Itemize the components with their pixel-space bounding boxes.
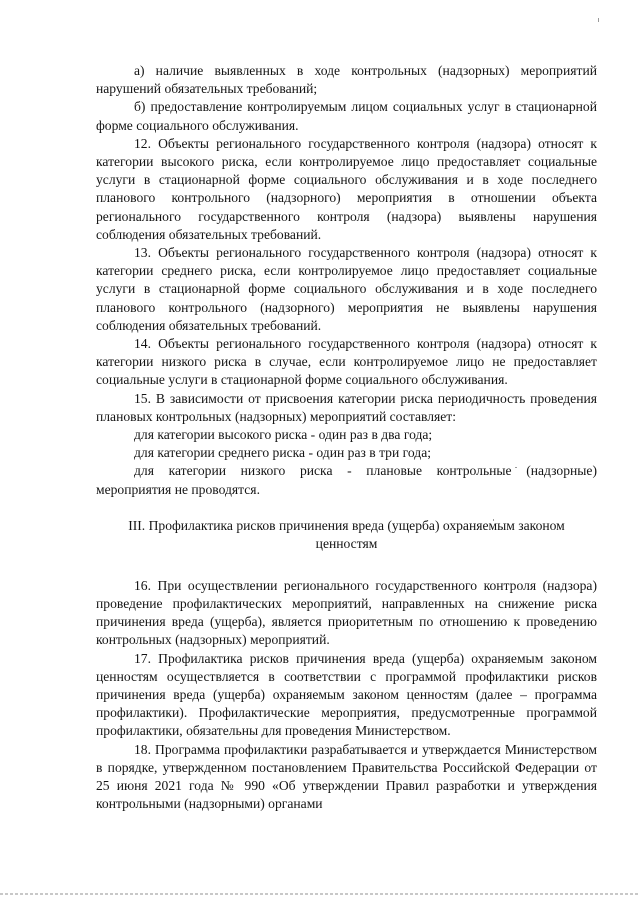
scan-speck-top-right (598, 18, 599, 22)
section-title: III. Профилактика рисков причинения вреда (ущерба) охраняемым законом ценностям (128, 517, 565, 552)
document-body (96, 62, 597, 813)
paragraph-11a: а) наличие выявленных в ходе контрольных (надзорных) мероприятий нарушений обязательных требований; (96, 63, 597, 97)
paragraph-14: 14. Объекты регионального государственного контроля (надзора) относят к категории низкого риска в случае, если контролируемое лицо не предоставляет социальные услуги в стационарной форме социального обслуживания. (96, 336, 597, 388)
paragraph-12: 12. Объекты регионального государственного контроля (надзора) относят к категории высокого риска, если контролируемое лицо предоставляет социальные услуги в стационарной форме социального обслуживания и в ходе последнего планового контрольного (надзорного) мероприятия в отношении объекта регионального государственного контроля (надзора) выявлены нарушения соблюдения обязательных требований. (96, 135, 597, 242)
paragraph-15-medium-risk: для категории среднего риска - один раз в три года; (134, 445, 432, 461)
paragraph-18: 18. Программа профилактики разрабатывается и утверждается Министерством в порядке, утвержденном постановлением Правительства Российской Федерации от 25 июня 2021 года № 990 «Об утверждении Правил разработки и утверждения контрольными (надзорными) органами (96, 741, 597, 812)
paragraph-13: 13. Объекты регионального государственного контроля (надзора) относят к категории среднего риска, если контролируемое лицо предоставляет социальные услуги в стационарной форме социального обслуживания и в ходе последнего планового контрольного (надзорного) мероприятия не выявлены нарушения соблюдения обязательных требований. (96, 245, 597, 333)
paragraph-16: 16. При осуществлении регионального государственного контроля (надзора) проведение профилактических мероприятий, направленных на снижение риска причинения вреда (ущерба), является приоритетным по отношению к проведению контрольных (надзорных) мероприятий. (96, 577, 597, 648)
paragraph-15: 15. В зависимости от присвоения категории риска периодичность проведения плановых контрольных (надзорных) мероприятий составляет: (96, 390, 597, 424)
paragraph-17: 17. Профилактика рисков причинения вреда (ущерба) охраняемым законом ценностям осуществляется в соответствии с программой профилактики рисков причинения вреда (ущерба) охраняемым законом ценностям (далее – программа профилактики). Профилактические мероприятия, предусмотренные программой профилактики, обязательны для проведения Министерством. (96, 650, 597, 739)
paragraph-11b: б) предоставление контролируемым лицом социальных услуг в стационарной форме социального обслуживания. (96, 99, 597, 133)
paragraph-15-high-risk: для категории высокого риска - один раз в два года; (134, 427, 433, 443)
section-gap (96, 554, 597, 577)
paragraph-15-low-risk: для категории низкого риска - плановые контрольные (надзорные) мероприятия не проводятся. (96, 463, 597, 497)
scan-bottom-edge (0, 893, 640, 895)
